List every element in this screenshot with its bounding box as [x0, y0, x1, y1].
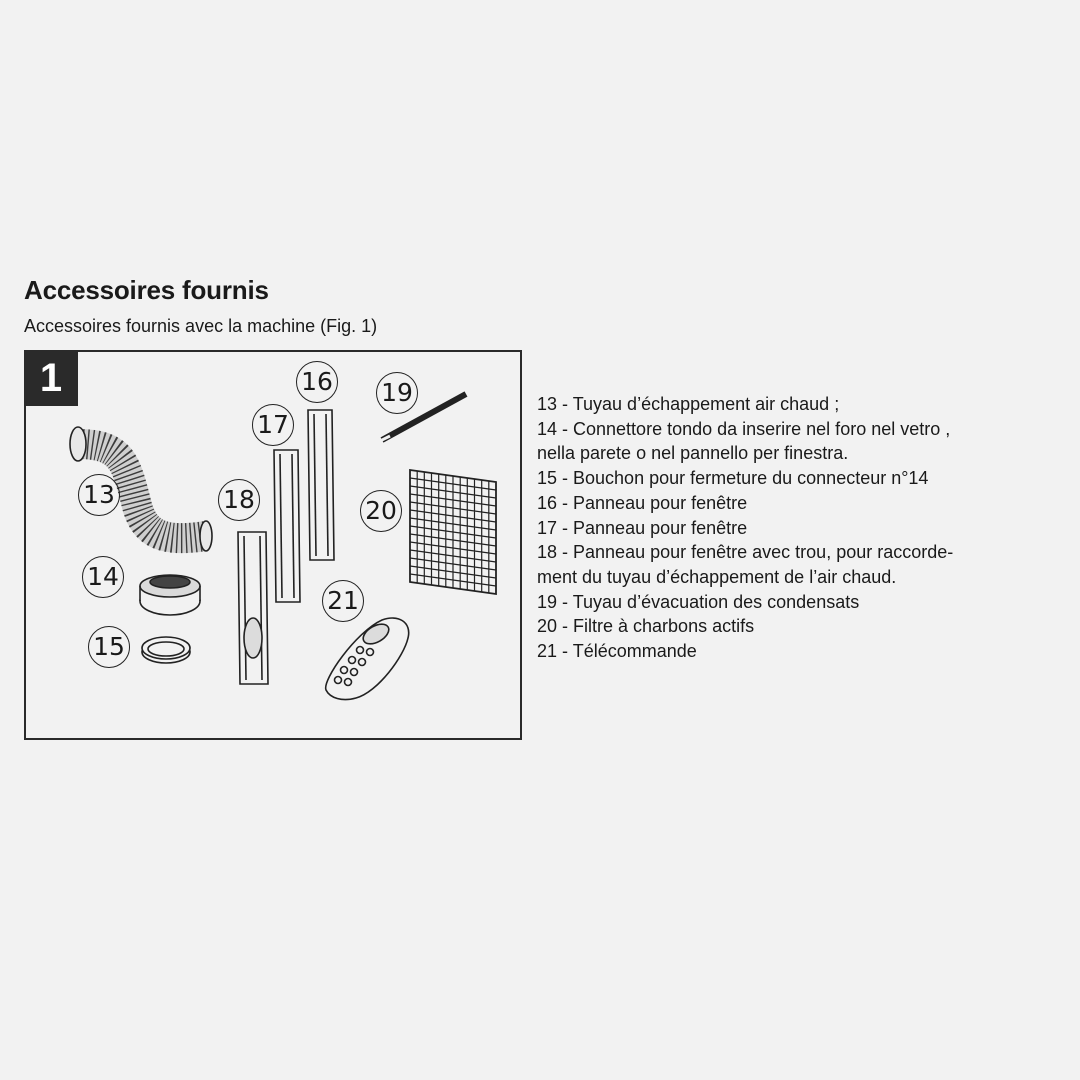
callout-19: 19: [376, 372, 418, 414]
accessories-figure: [24, 350, 522, 740]
page-subtitle: Accessoires fournis avec la machine (Fig. 1): [24, 316, 378, 336]
figure-number-badge: 1: [24, 350, 78, 406]
window-panel-17-icon: [274, 450, 300, 602]
legend-line: 19 - Tuyau d’évacuation des condensats: [537, 591, 860, 612]
callout-13: 13: [78, 474, 120, 516]
legend-line: 20 - Filtre à charbons actifs: [537, 616, 755, 637]
legend-line: 21 - Télécommande: [537, 641, 697, 662]
connector-cap-icon: [142, 637, 190, 663]
legend-line: 18 - Panneau pour fenêtre avec trou, pour raccorde-: [537, 542, 954, 563]
round-connector-icon: [140, 575, 200, 615]
callout-21: 21: [322, 580, 364, 622]
callout-14: 14: [82, 556, 124, 598]
accessories-legend: [537, 392, 1057, 664]
window-panel-with-hole-icon: [238, 532, 268, 684]
legend-line: 17 - Panneau pour fenêtre: [537, 517, 748, 538]
callout-18: 18: [218, 479, 260, 521]
remote-control-icon: [326, 618, 409, 700]
callout-15: 15: [88, 626, 130, 668]
legend-line: nella parete o nel pannello per finestra.: [537, 443, 849, 464]
legend-line: ment du tuyau d’échappement de l’air chaud.: [537, 566, 897, 587]
window-panel-16-icon: [308, 410, 334, 560]
page-title: Accessoires fournis: [24, 275, 269, 305]
legend-line: 15 - Bouchon pour fermeture du connecteur n°14: [537, 468, 929, 489]
legend-line: 16 - Panneau pour fenêtre: [537, 492, 748, 513]
legend-line: 13 - Tuyau d’échappement air chaud ;: [537, 394, 840, 414]
callout-20: 20: [360, 490, 402, 532]
carbon-filter-icon: [410, 470, 496, 594]
callout-16: 16: [296, 361, 338, 403]
legend-line: 14 - Connettore tondo da inserire nel foro nel vetro ,: [537, 418, 951, 439]
callout-17: 17: [252, 404, 294, 446]
